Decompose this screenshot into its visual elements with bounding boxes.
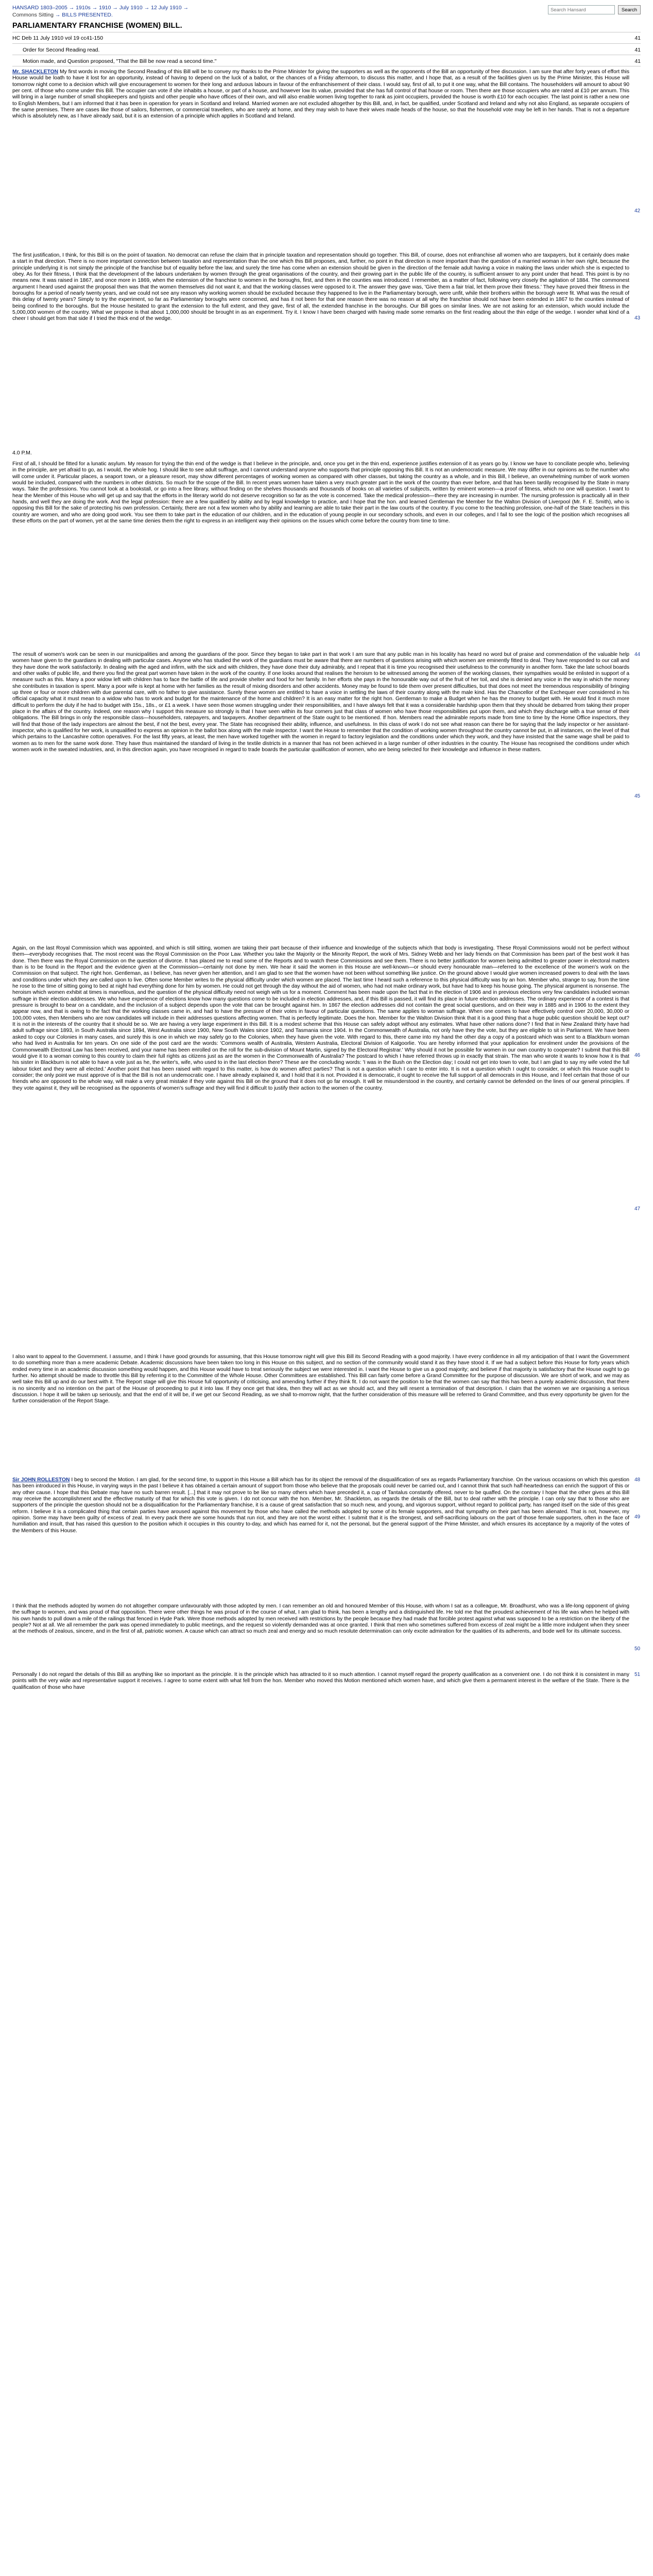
speech-paragraph [12,252,629,323]
paragraph-text: Personally I do not regard the details of this Bill as anything like so important as the principle. It is the principle which has attracted to it so much attention. I cannot myself regard the property qualification as a convenient one. I do not think it is consistent in many points with the very wide and representative support it receives. I agree to some extent with what fell from the hon. Member who moved this Motion mentioned which women have, and which give them a permanent interest in the welfare of the State. There is the qualification of those who have [12,1672,629,1690]
page-title: PARLIAMENTARY FRANCHISE (WOMEN) BILL. [12,22,182,30]
paragraph-text: The result of women's work can be seen in our municipalities and among the guardians of the poor. Since they began to take part in that work I am sure that any public man in his locality has heard no word but of praise and commendation of the valuable help women have given to the guardians in dealing with particular cases. Anyone who has studied the work of the guardians must be aware that there are numbers of questions arising with which women are eminently fitted to deal. They have responded to our call and they have done the work satisfactorily. In dealing with the aged and infirm, with the sick and with children, they have done their duty admirably, and I repeat that it is time you recognised their usefulness to the community in another form. Take the late school boards and other walks of public life, and there you find the great part women have taken in the work of the country. If one looks around that realises the heroism to be witnessed among the women of the working classes, their sympathies would be enlisted in support of a measure such as this. Many a poor widow left with children has to face the battle of life and provide shelter and food for her family. In her efforts she pays in the honourable way out of the fruit of her toil, and she is denied any voice in the way in which the money she contributes in taxation is spent. Many a poor wife is kept at home with her families as the result of mixing disorders and other accidents. Money may be found to tide them over present difficulties, but that does not meet the tremendous responsibility of bringing up three or four or more children with due parental care, with no father to give assistance. Surely these women are entitled to have a voice in settling the laws of their country along with the male kind. Has the Chancellor of the Exchequer ever considered in his official capacity what it must mean to a widow who has to work and budget for the maintenance of the home and children? It is an easy matter for the right hon. Gentleman to make a Budget when he has the money to budget with. He would find it much more difficult to perform the duty if he had to budget with 15s., 18s., or £1 a week. I have seen those women struggling under their responsibilities, and I have always felt that it was a considerable hardship upon them that they should be debarred from taking their proper place in the affairs of the country. Indeed, one reason why I support this measure so strongly is that I have seen within its four corners just that class of women who have those responsibilities put upon them, and which they discharge with a true sense of their obligations. The Bill brings in only the responsible class—householders, ratepayers, and taxpayers. Another department of the State ought to be mentioned. If hon. Members read the admirable reports made from time to time by the Home Office inspectors, they will find that those of the lady inspectors are almost the best, if not the best, every year. The State has recognised their ability, influence, and usefulness. In this class of work I do not see what reason can there be for saying that the lady inspector or her assistant-inspector, who is qualified for her work, is unqualified to express an opinion in the ballot box along with the male inspector. I want the House to remember that the condition of working women throughout the country cannot be put, in all instances, on the level of that which pertains to the Lancashire cotton operatives. For the last fifty years, at least, the men have worked together with the women in regard to factory legislation and the conditions under which they work, and they have insisted that the same wage shall be paid to women as to men for the same work done. They have thus maintained the standard of living in the textile districts in a manner that has not been achieved in a large number of other industries in the country. The House has recognised the conditions under which women work in the sweated industries, and, in this direction again, you have recognised in regard to trade boards the particular qualification of women, who are being selected for their knowledge and influence in these matters. [12,652,629,753]
paragraph-text: Again, on the last Royal Commission which was appointed, and which is still sitting, women are taking their part because of their influence and knowledge of the subjects which that body is investigating. These Royal Commissions would not be perfect without them—everybody recognises that. The most recent was the Royal Commission on the Poor Law. Whether you take the Majority or the Minority Report, the work of Mrs. Sidney Webb and her lady friends on that Commission has been part of the best work it has done. Then there was the Royal Commission on the question of divorce. It has placed me to read some of the Reports and to watch these Commissions and see them. There is no better justification for women being admitted to greater power in electoral matters than is to be found in the Report and the evidence given at the Commission—certainly not done by men. We hear it said the women in this House are well-known—or should every honourable man—referred to the excellence of the women's work on the Commission on that subject. The right hon. Gentleman, as I believe, has never given her attention, and I am glad to see that the women have not been without something like justice. On the ground above I would give women increased powers to deal with the laws and conditions under which they are called upon to live. Often some Member writes to the physical difficulty under which women are placed. The last time I heard such a reference to this physical difficulty was by an hon. Member who, strange to say, from the time he rose to the time of sitting going to bed at night had everything done for him by women. He could not get through the day without the aid of women, who had not make ordinary work, but have had to keep his house going. The physical argument is nonsense. The heroism which women exhibit at times is marvellous, and the question of the physical difficulty need not weigh with us for a moment. Comment has been made upon the fact that in the election of 1906 and in previous elections very few candidates included woman suffrage in their election addresses. We who have experience of elections know how many questions come to be included in election addresses, and, if this Bill is passed, it will find its place in future election addresses. The ordinary experience of a contest is that pressure is brought to bear on a candidate, and the inclusion of a subject depends upon the vote that can be brought against him. In 1867 the election addresses did not contain the great social questions, and on their way in 1885 and in 1906 to the extent they appear now, and that is owing to the fact that the working classes came in, and had to have the pressure of their votes in favour of particular questions. The same applies to woman suffrage. When one comes to have effectively control over 20,000, 30,000 or 100,000 votes, then Members who are now candidates will include in their addresses questions affecting women. That is perfectly legitimate. Does the hon. Member for the Walton Division think that it is a good thing that a huge public question should be kept out? It is not in the interests of the country that it should be so. We are having a very large experiment in this Bill. It is a modest scheme that this House can safely adopt without any estimates. What have other nations done? I find that in New Zealand thirty have had adult suffrage since 1893, in South Australia since 1894, West Australia since 1900, New South Wales since 1902, and Tasmania since 1904. In the Commonwealth of Australia, not only have they the vote, but they are eligible to sit in Parliament. We have been asked to copy our Colonies in many cases, and surely this is one in which we may safely go to the Colonies, when they have given the vote. With regard to this, there came into my hand the other day a copy of a postcard which was sent to a Blackburn woman who had lived in Australia for ten years. On one side of the post card are the words: 'Commons wealth of Australia, Western Australia, Electoral Division of Kalgoorlie. You are hereby informed that your application for enrolment under the provisions of the Commonwealth Electoral Law has been received, and your name has been enrolled on the roll for the sub-division of Mount Martin, signed by the Electoral Registrar.' Why should it not be possible for women in our own country to cooperate? I submit that this Bill would give it to a woman coming to this country to claim their full rights as citizens just as are the women in the Commonwealth of Australia? The postcard to which I have referred throws up in exactly that strain. The man who wrote it wants to know how it is that his sister in Blackburn is not able to have a vote just as he, the writer's, wife, who used to in the last election there? These are the concluding words: 'I was in the Bush on the Election day; I could not get into town to vote, but I am glad to say my wife voted the full labour ticket and they were all elected.' Another point that has been raised with regard to this matter, is how do women affect parties? That is not a question which I care to enter into. It is not a question which I ought to consider, or which this House ought to consider; the only point we must approve of is that the Bill is not an undemocratic one. I have already explained it, and I hold that it is not. Provided it is democratic, it ought to receive the full support of all democrats in this House, and I feel certain that those of our friends who are opposed to the whole way, will make a very great mistake if they vote against this Bill on the ground that it does not go far enough. It will be misunderstood in the country, and certainly cannot be defended on the lines of our general principles. If they vote against it, they will be recognised as the opponents of women's suffrage and they will find it difficult to justify their action to the women of the country. [12,945,629,1091]
breadcrumb-year[interactable]: 1910 [99,5,111,11]
column-number: 46 [634,1053,641,1058]
breadcrumb-section[interactable]: BILLS PRESENTED. [62,12,113,18]
breadcrumb-month[interactable]: July 1910 [119,5,143,11]
breadcrumb-separator: → [112,5,119,11]
column-number: 41 [634,58,641,64]
breadcrumb-separator: → [92,5,99,11]
column-number: 49 [634,1514,641,1520]
breadcrumb-sitting: Commons Sitting [12,12,54,18]
paragraph-text: First of all, I should be fitted for a lunatic asylum. My reason for trying the thin end of the wedge is that I believe in the principle, and, once you get in the thin end, experience justifies extension of it as years go by. I know we have to conciliate people who, believing in the principle, are yet afraid to go, as I would, the whole hog. I should like to see adult suffrage, and I cannot understand anyone who supports that principle opposing this Bill. It is not an undemocratic measure. We may differ in our opinions as to the number who will come under it. Particular places, a seaport town, or a pleasure resort, may show different percentages of working women as compared with other classes, but taking the country as a whole, and in this Bill, I believe, an overwhelming number of work women would be included, compared with the numbers in other districts. So much for the scope of the Bill. In recent years women have taken a very much greater part in the work of the country than ever before, and that has been tardily recognised by the State in many ways. Take the professions. You cannot look at a bookstall, or go into a free library, without finding on the shelves thousands and thousands of books on all varieties of subjects, written by eminent women—a proof of fitness, which no one will question. I want to hear the Member of this House who will get up and say that the efforts in the literary world do not deserve recognition so far as the vote is concerned. Take the medical profession—there they are increasing in number. The nursing profession is practically all in their hands, and well they are doing the work. And the legal profession: there are a few qualified by ability and by legal knowledge to practice, and I hope that the hon. and learned Gentleman the Member for the Walton Division of Liverpool (Mr. F. E. Smith), who is opposing this Bill for the sake of protecting his own profession. Certainly, there are not a few women who by ability and learning are able to take their part in the law courts of the country. If you come to the teaching profession, one-half of the State teachers in this country are women, and who are doing good work. You see them to take part in the education of our children, and in the education of young people in our secondary schools, and even in our colleges, and I fail to see the logic of the position which recognises all these efforts on the part of women, yet at the same time denies them the right to express in an intelligent way their opinions on the issues which come before the country from time to time. [12,461,629,524]
column-number: 51 [634,1672,641,1677]
speech-paragraph [12,945,629,1092]
speech-paragraph [12,1477,629,1534]
speaker-link[interactable]: Mr. SHACKLETON [12,69,59,75]
paragraph-text: My first words in moving the Second Reading of this Bill will be to convey my thanks to the Prime Minister for giving the supporters as well as the opponents of the Bill an opportunity of free discussion. I am sure that after forty years of effort this House would be loath to have it lost for an opportunity, instead of having to depend on the luck of a ballot, or the chances of a Friday afternoon, to discuss this matter, and I hope that, as a result of the facilities given us by the Prime Minister, this House will tomorrow night come to a decision which will give encouragement to women for their long and arduous labours in favour of the enfranchisement of their class. I would say, first of all, to put it one way, what the Bill contains. The householders will amount to about 90 per cent. of those who come under this Bill. The occupier can vote if she inhabits a house, or part of a house, and however low its value, provided that she has full control of that house or room. Then there are those occupiers who are rated at £10 per annum. This will bring in a large number of small shopkeepers and typists and other people who have offices of their own, and will also enable women living together to rank as joint occupiers, provided the house is worth £10 for each occupier. The last point is rather a new one to English Members, but I am informed that it has been in operation for years in Scotland and Ireland. Married women are not excluded altogether by this Bill, and, in fact, be qualified, under Scotland and Ireland and why not also England, as separate occupiers of the same premises. There are cases like those of sailors, fishermen, or commercial travellers, who are rarely at home, and they may wish to have their wives made heads of the house, so that the household vote may be left in her hands. That is not a departure which is absolutely new, as I have already said, but it is an extension of a principle which applies in Scotland and Ireland. [12,69,629,120]
column-number: 48 [634,1477,641,1483]
paragraph-text: The first justification, I think, for this Bill is on the point of taxation. No democrat can refuse the claim that in principle taxation and representation should go together. This Bill, of course, does not enfranchise all women who are taxpayers, but it certainly does make a start in that direction. There is no more important connection between taxation and representation than the one which this Bill proposes, and, further, no point in that direction is more important than the question of a married woman in her own right, because the principle underlying it is not simply the principle of the franchise but of equality before the law, and surely the time has come when an extension should be given in the direction of the female adult having a voice in making the laws under which she is expected to obey. As for their fitness, I think that the development of the labours undertaken by women through the great organisations of the country, and their growing part in the public life of the country, is sufficient answer to any point under that head. This point is by no means new. It was raised in 1867, and once more in 1869, when the extension of the franchise to women in the boroughs, first, and then in the counties was introduced. I remember, as a matter of fact, following very closely the agitation of 1884. The commonest argument I heard used against the proposal then was that the women themselves did not want it, and that the working classes were opposed to it. The answer they gave was, 'Give them a fair trial, let them prove their fitness.' They have proved their fitness in the boroughs for a period of nearly twenty years, and we could not see any reason why working women should be excluded because they happened to live in the Parliamentary borough, were unfit, while their brothers within the borough were fit. What was the result of this delay of twenty years? Simply to try the experiment, so far as Parliamentary boroughs were concerned, and has it not been for that one reason there was no reason at all why the franchise should not have been extended in 1867 to the counties instead of being confined to the boroughs. But the House hesitated to grant the extension to the full extent, and they gave, first of all, the extended franchise in the boroughs. Our Bill goes on similar lines. We are not asking for an extension, which would include the 5,000,000 women of the country. What we propose is that about 1,000,000 should be brought in as an experiment. Try it. I know I have been charged with having made some remarks on the first reading about the thin edge of the wedge. I wonder what kind of a cheer I should get from that side if I tried the thick end of the wedge. [12,252,629,322]
breadcrumb-separator: → [68,5,76,11]
paragraph-text: I beg to second the Motion. I am glad, for the second time, to support in this House a Bill which has for its object the removal of the disqualification of sex as regards Parliamentary franchise. On the various occasions on which this question has been introduced in this House, in varying ways in the past I believe it has obtained a certain amount of support from those who believe that the proposals could never be carried out, and I cannot think that such half-heartedness can enrich the support of this or any other cause. I hope that this Debate may have no such barren result. [...] that it may not prove to be like so many others which have preceded it, a cup of Tantalus constantly offered, never to be quaffed. On the contrary I hope that the other gives at this Bill may receive the accomplishment and the effective maturity of that for which this vote is given. I do not concur with the hon. Member, Mr. Shackleton, as regards the details of the Bill, but to deal rather with the principle. I can only say that to those who are supporters of the principle the question should not be a disqualification for the Parliamentary franchise, it is a cause of great satisfaction that so much new, and young, and vigorous support, without regard to political party, has ranged itself on the side of this great reform. I believe it is a complicated thing that certain parties have aroused against this movement by those who have called the methods adopted by some of its female supporters, and that sympathy on their part has been alienated. That is not, however, my opinion. Some may have been guilty of excess of zeal. In every pack there are some hounds that run riot, and they are not the worst either. I submit that it is the strongest, and self-sacrificing labours on the part of those female supporters, often in the face of humiliation and insult, that has raised this question to the position which it occupies in this country to-day, and which has earned for it, not the personal, but the general support of the Prime Minister, and which ensures its acceptance by a majority of the votes of the Members of this House. [12,1477,629,1534]
column-number: 47 [634,1206,641,1212]
speech-paragraph [12,1354,629,1405]
paragraph-text: I also want to appeal to the Government. I assume, and I think I have good grounds for assuming, that this House tomorrow night will give this Bill its Second Reading with a good majority. I have every confidence in all my anticipation of that I want the Government to do something more than a mere academic Debate. Academic discussions have been taken too long in this House on this subject, and no section of the community would stand it as they have stood it. If we had a subject before this House for forty years which ended every time in an academic discussion something would happen, and this House would have to treat seriously the subject we were interested in. I want the House to give us a good majority; and believe if that majority is satisfactory that the House ought to go further. No attempt should be made to throttle this Bill by referring it to the Committee of the Whole House. Other Committees are established. This Bill can fairly come before a Grand Committee for the purpose of discussion. We are short of work, and we may as well take this Bill up and do our best with it. The Report stage will give this House full opportunity of criticising, and amending further if they think fit. I do not want the position to be that the women can say that this has been a purely academic discussion, that there is no sincerity and no intention on the part of the House of proceeding to put it into law. If they once get that idea, then they will act as we should act, and they will resent a termination of that description. I claim that the women we are organising a serious discussion. I hope it will be taken up seriously, and that the end of it will be, if we get our Second Reading, as we shall to-morrow night, that the further consideration of this measure will be referred to Grand Committee, and thus every opportunity be given for the further consideration of the Report Stage. [12,1354,629,1404]
debate-reference [12,35,641,41]
speaker-link[interactable]: Sir JOHN ROLLESTON [12,1477,70,1483]
reference-text: HC Deb 11 July 1910 vol 19 cc41-150 [12,35,104,41]
column-number: 41 [634,35,641,41]
motion-label: Motion made, and Question proposed, "That the Bill be now read a second time." [23,58,217,64]
breadcrumb [12,4,188,19]
time-marker: 4.0 P.M. [12,450,32,456]
search-form [548,5,641,14]
speech-paragraph [12,652,629,754]
breadcrumb-separator: → [183,5,189,11]
column-number: 45 [634,793,641,799]
order-label: Order for Second Reading read. [23,47,100,53]
breadcrumb-day[interactable]: 12 July 1910 [151,5,182,11]
paragraph-text: I think that the methods adopted by women do not altogether compare unfavourably with those adopted by men. I can remember an old and honoured Member of this House, with whom I sat as a colleague, Mr. Broadhurst, who was a life-long opponent of giving the suffrage to women, and was proud of that opposition. There were other things he was proud of in the course of what, I am glad to think, has been a lengthy and a distinguished life. He told me that the proudest achievement of his life was when he helped with his own hands to pull down a mile of the railings that fenced in Hyde Park. Were those methods adopted by men received with restrictions by the people because they had made that forcible protest against what was supposed to be a restriction on the liberty of the people? Not at all. We all remember the park was opened immediately to public meetings, and the request so violently demanded was at once granted. I think that men who sometimes suffered from excess of zeal might be a little more indulgent when they sneer at the methods of zealous, sincere, and in the first of all, patriotic women. A cause which can attract so much zeal and energy and so much resolute determination can only excite admiration for the qualities of its adherents, and bode well for its ultimate success. [12,1603,629,1635]
speech-paragraph [12,1603,629,1635]
column-number: 50 [634,1646,641,1652]
column-number: 44 [634,652,641,657]
speech-paragraph [12,69,629,120]
column-number: 42 [634,208,641,214]
speech-paragraph [12,1672,629,1691]
breadcrumb-separator: → [55,12,62,18]
speech-paragraph [12,461,629,524]
breadcrumb-decade[interactable]: 1910s [76,5,91,11]
divider [12,43,641,44]
breadcrumb-separator: → [144,5,151,11]
column-number: 41 [634,47,641,53]
column-number: 43 [634,315,641,321]
search-button[interactable]: Search [618,5,641,14]
search-input[interactable] [548,5,615,14]
top-bar [12,4,641,19]
breadcrumb-hansard[interactable]: HANSARD 1803–2005 [12,5,67,11]
